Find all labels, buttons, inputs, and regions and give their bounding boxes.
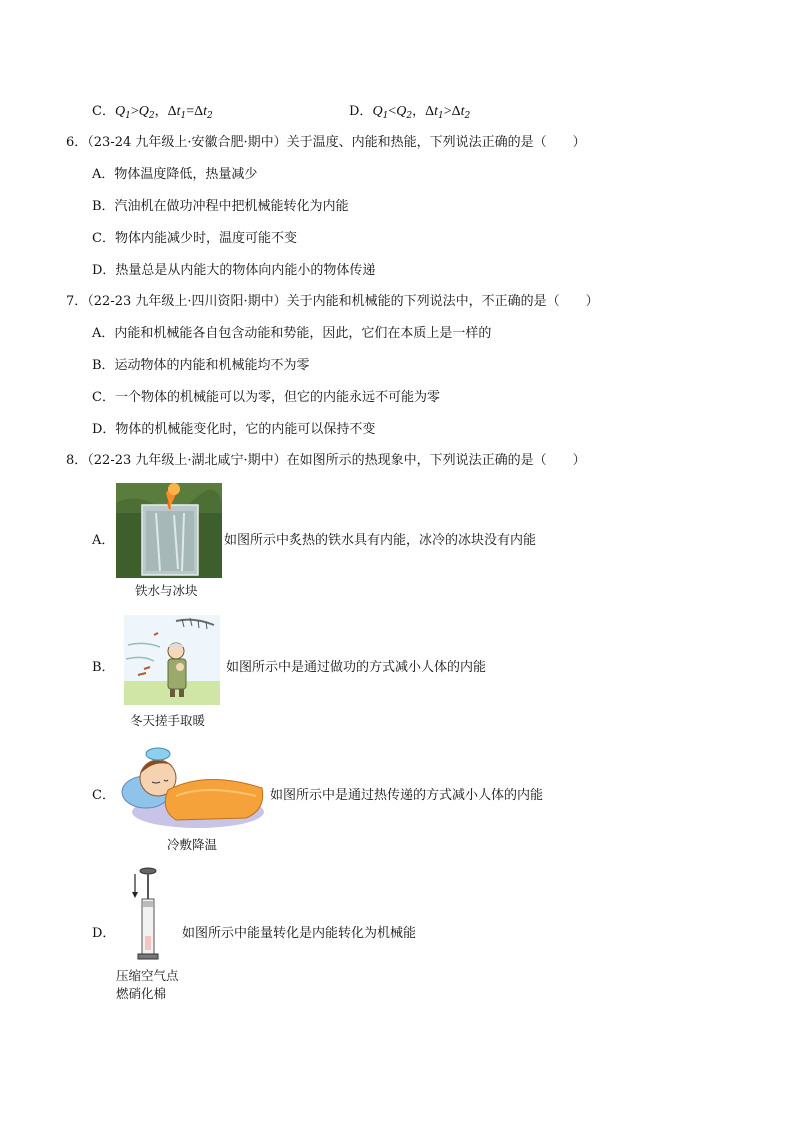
q8-figure-d-caption-line2: 燃硝化棉 <box>116 986 167 1001</box>
q8-option-c-text: 如图所示中是通过热传递的方式减小人体的内能 <box>270 788 544 803</box>
q7-stem: 7．（22-23 九年级上·四川资阳·期中）关于内能和机械能的下列说法中，不正确的是（ ） <box>66 294 599 309</box>
q8-option-b-letter: B． <box>92 660 115 675</box>
q7-option-d: D．物体的机械能变化时，它的内能可以保持不变 <box>92 422 376 437</box>
q7-option-a: A．内能和机械能各自包含动能和势能，因此，它们在本质上是一样的 <box>92 326 492 341</box>
q6-option-d: D．热量总是从内能大的物体向内能小的物体传递 <box>92 263 376 278</box>
q8-figure-a-caption: 铁水与冰块 <box>135 583 198 598</box>
q8-option-d-letter: D． <box>92 926 116 941</box>
q8-option-a-letter: A． <box>92 533 115 548</box>
q8-figure-b-caption: 冬天搓手取暖 <box>130 713 206 728</box>
q6-stem: 6．（23-24 九年级上·安徽合肥·期中）关于温度、内能和热能，下列说法正确的是（ ） <box>66 135 586 150</box>
q8-option-b-text: 如图所示中是通过做功的方式减小人体的内能 <box>226 660 487 675</box>
q7-option-c: C．一个物体的机械能可以为零，但它的内能永远不可能为零 <box>92 390 440 405</box>
q7-option-b: B．运动物体的内能和机械能均不为零 <box>92 358 310 373</box>
q8-option-d-text: 如图所示中能量转化是内能转化为机械能 <box>182 926 417 941</box>
q6-option-a: A．物体温度降低，热量减少 <box>92 167 258 182</box>
q6-option-b: B．汽油机在做功冲程中把机械能转化为内能 <box>92 199 349 214</box>
molten-iron-on-ice-photo <box>116 483 222 578</box>
q8-stem: 8．（22-23 九年级上·湖北咸宁·期中）在如图所示的热现象中，下列说法正确的是（ ） <box>66 453 586 468</box>
air-compression-igniter <box>128 866 164 964</box>
sick-child-with-ice-pack <box>116 740 266 830</box>
q8-figure-c-caption: 冷敷降温 <box>167 837 218 852</box>
q5-option-d: D．$Q_1<Q_2$，$\Delta t_1>\Delta t_2$ <box>349 104 471 121</box>
old-man-rubbing-hands-in-wind <box>124 615 220 705</box>
q8-option-c-letter: C． <box>92 788 115 803</box>
q8-figure-d-caption-line1: 压缩空气点 <box>116 968 179 983</box>
q6-option-c: C．物体内能减少时，温度可能不变 <box>92 231 297 246</box>
q8-option-a-text: 如图所示中炙热的铁水具有内能，冰冷的冰块没有内能 <box>224 533 537 548</box>
q5-option-c: C．$Q_1>Q_2$，$\Delta t_1=\Delta t_2$ <box>92 104 213 121</box>
